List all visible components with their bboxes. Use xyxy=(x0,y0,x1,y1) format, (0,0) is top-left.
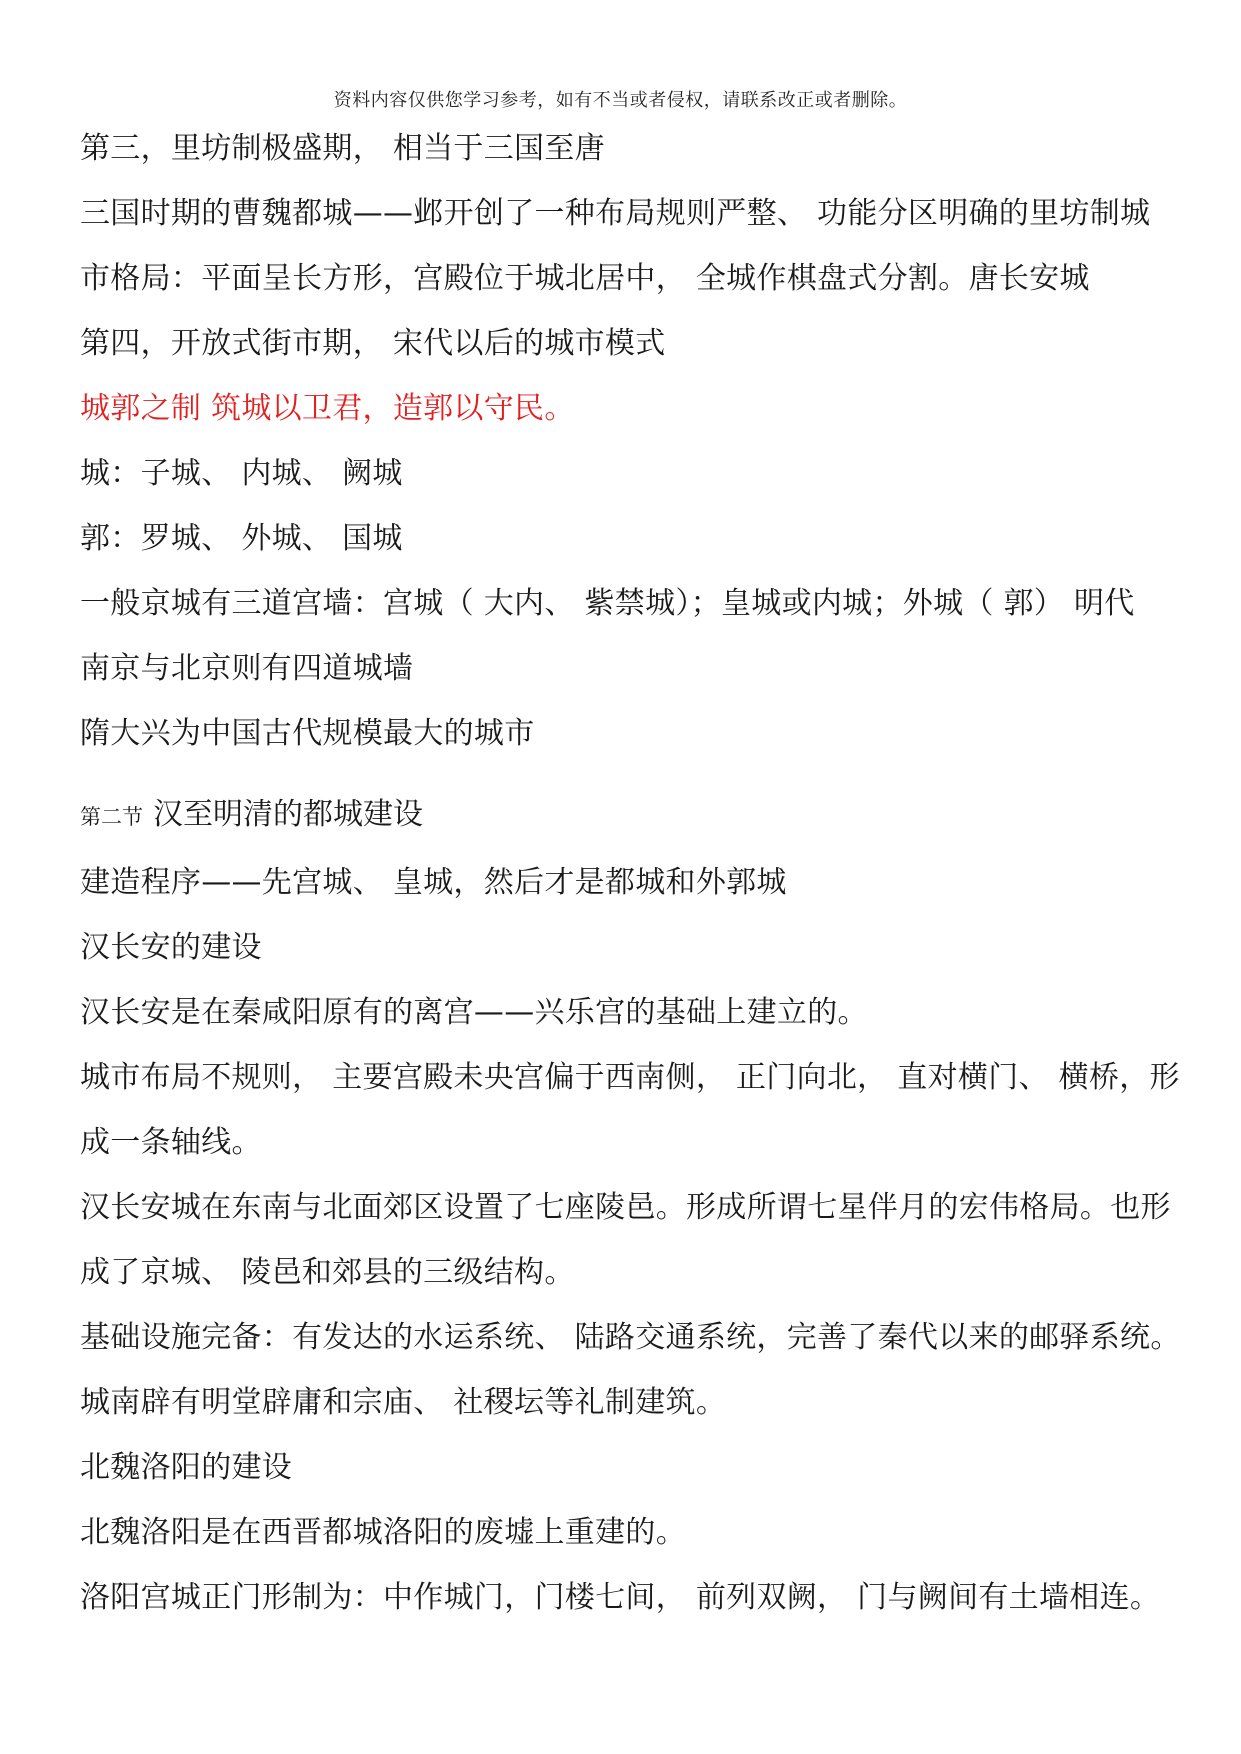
spacer xyxy=(80,766,1180,782)
text-line: 汉长安城在东南与北面郊区设置了七座陵邑。形成所谓七星伴月的宏伟格局。也形 xyxy=(80,1190,1171,1225)
section-heading xyxy=(80,782,1180,850)
text-line: 城：子城、 内城、 阙城 xyxy=(80,456,403,491)
text-line: 城市布局不规则， 主要宫殿未央宫偏于西南侧， 正门向北， 直对横门、 横桥，形 xyxy=(80,1060,1180,1095)
text-line: 成了京城、 陵邑和郊县的三级结构。 xyxy=(80,1255,575,1290)
subheading-line: 北魏洛阳的建设 xyxy=(80,1450,293,1485)
section-number: 第二节 xyxy=(80,805,143,829)
text-line: 城南辟有明堂辟庸和宗庙、 社稷坛等礼制建筑。 xyxy=(80,1385,727,1420)
text-line: 建造程序——先宫城、 皇城，然后才是都城和外郭城 xyxy=(80,865,787,900)
text-line: 汉长安是在秦咸阳原有的离宫——兴乐宫的基础上建立的。 xyxy=(80,995,868,1030)
text-line: 第四，开放式街市期， 宋代以后的城市模式 xyxy=(80,326,666,361)
text-line: 郭：罗城、 外城、 国城 xyxy=(80,521,403,556)
text-line: 洛阳宫城正门形制为：中作城门，门楼七间， 前列双阙， 门与阙间有土墙相连。 xyxy=(80,1580,1161,1615)
text-line: 隋大兴为中国古代规模最大的城市 xyxy=(80,716,535,751)
highlighted-line: 城郭之制 筑城以卫君，造郭以守民。 xyxy=(80,391,575,426)
document-body xyxy=(80,116,1180,1630)
text-line: 一般京城有三道宫墙：宫城（ 大内、 紫禁城）；皇城或内城；外城（ 郭） 明代 xyxy=(80,586,1135,621)
text-line: 南京与北京则有四道城墙 xyxy=(80,651,414,686)
subheading-line: 汉长安的建设 xyxy=(80,930,262,965)
text-line: 北魏洛阳是在西晋都城洛阳的废墟上重建的。 xyxy=(80,1515,686,1550)
disclaimer-note: 资料内容仅供您学习参考，如有不当或者侵权，请联系改正或者删除。 xyxy=(333,90,908,111)
text-line: 第三，里坊制极盛期， 相当于三国至唐 xyxy=(80,131,605,166)
text-line: 成一条轴线。 xyxy=(80,1125,262,1160)
section-title: 汉至明清的都城建设 xyxy=(153,797,423,832)
text-line: 基础设施完备：有发达的水运系统、 陆路交通系统，完善了秦代以来的邮驿系统。 xyxy=(80,1320,1181,1355)
text-line: 市格局：平面呈长方形，宫殿位于城北居中， 全城作棋盘式分割。唐长安城 xyxy=(80,261,1090,296)
text-line: 三国时期的曹魏都城——邺开创了一种布局规则严整、 功能分区明确的里坊制城 xyxy=(80,196,1151,231)
